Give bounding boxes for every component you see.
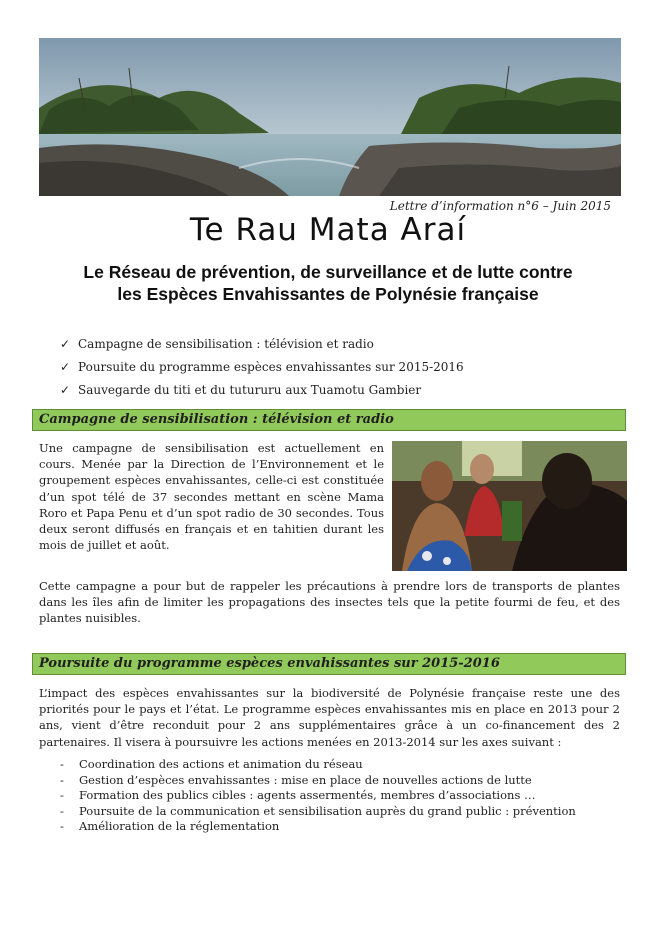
checkmark-icon: ✓	[60, 383, 71, 397]
list-item-label: Coordination des actions et animation du réseau	[79, 757, 363, 771]
issue-number: Lettre d’information n°6 – Juin 2015	[389, 199, 611, 213]
list-item	[60, 804, 576, 820]
list-item-label: Amélioration de la réglementation	[79, 819, 280, 834]
summary-item	[60, 333, 464, 356]
headline-line-2: les Espèces Envahissantes de Polynésie française	[117, 284, 539, 304]
brand-title: Te Rau Mata Araí	[189, 212, 467, 248]
list-item-label: Gestion d’espèces envahissantes : mise en place de nouvelles actions de lutte	[79, 772, 532, 787]
page-headline	[20, 261, 636, 305]
axes-list	[60, 757, 576, 835]
checkmark-icon: ✓	[60, 337, 71, 351]
summary-item	[60, 356, 464, 379]
photo-mama-roro-papa-penu	[392, 441, 627, 571]
section-title: Poursuite du programme espèces envahissantes sur 2015-2016	[39, 656, 500, 671]
section1-paragraph-1: Une campagne de sensibilisation est actuellement en cours. Menée par la Direction de l’Environnement et le groupement espèces envahissantes, celle-ci est constituée d’un spot télé de 37 secondes mettant en scène Mama Roro et Papa Penu et d’un spot radio de 30 secondes. Tous deux seront diffusés en français et en tahitien durant les mois de juillet et août.	[39, 441, 384, 553]
checkmark-icon: ✓	[60, 360, 71, 374]
dash-bullet: -	[60, 803, 64, 818]
dash-bullet: -	[60, 788, 64, 803]
banner-photo-coastline	[39, 38, 621, 196]
summary-checklist	[60, 333, 464, 402]
section-title: Campagne de sensibilisation : télévision et radio	[39, 412, 394, 427]
section2-paragraph-1: L’impact des espèces envahissantes sur la biodiversité de Polynésie française reste une des priorités pour le pays et l’état. Le programme espèces envahissantes mis en place en 2013 pour 2 ans, vient d’être reconduit pour 2 ans supplémentaires grâce à un co-financement des 2 partenaires. Il visera à poursuivre les actions menées en 2013-2014 sur les axes suivant :	[39, 686, 620, 749]
dash-bullet: -	[60, 772, 64, 787]
section-header-campagne	[32, 409, 626, 431]
section-header-programme	[32, 653, 626, 675]
list-item	[60, 757, 576, 773]
dash-bullet: -	[60, 819, 64, 834]
summary-item-label: Sauvegarde du titi et du tutururu aux Tuamotu Gambier	[78, 383, 422, 397]
summary-item	[60, 379, 464, 402]
list-item-label: Formation des publics cibles : agents assermentés, membres d’associations …	[79, 788, 536, 803]
dash-bullet: -	[60, 757, 64, 771]
summary-item-label: Poursuite du programme espèces envahissantes sur 2015-2016	[78, 360, 464, 374]
section1-paragraph-2: Cette campagne a pour but de rappeler les précautions à prendre lors de transports de plantes dans les îles afin de limiter les propagations des insectes tels que la petite fourmi de feu, et des plantes nuisibles.	[39, 579, 620, 626]
headline-line-1: Le Réseau de prévention, de surveillance et de lutte contre	[83, 262, 573, 282]
summary-item-label: Campagne de sensibilisation : télévision et radio	[78, 337, 374, 351]
list-item	[60, 788, 576, 804]
list-item	[60, 773, 576, 789]
list-item	[60, 819, 576, 835]
list-item-label: Poursuite de la communication et sensibilisation auprès du grand public : prévention	[79, 803, 576, 818]
